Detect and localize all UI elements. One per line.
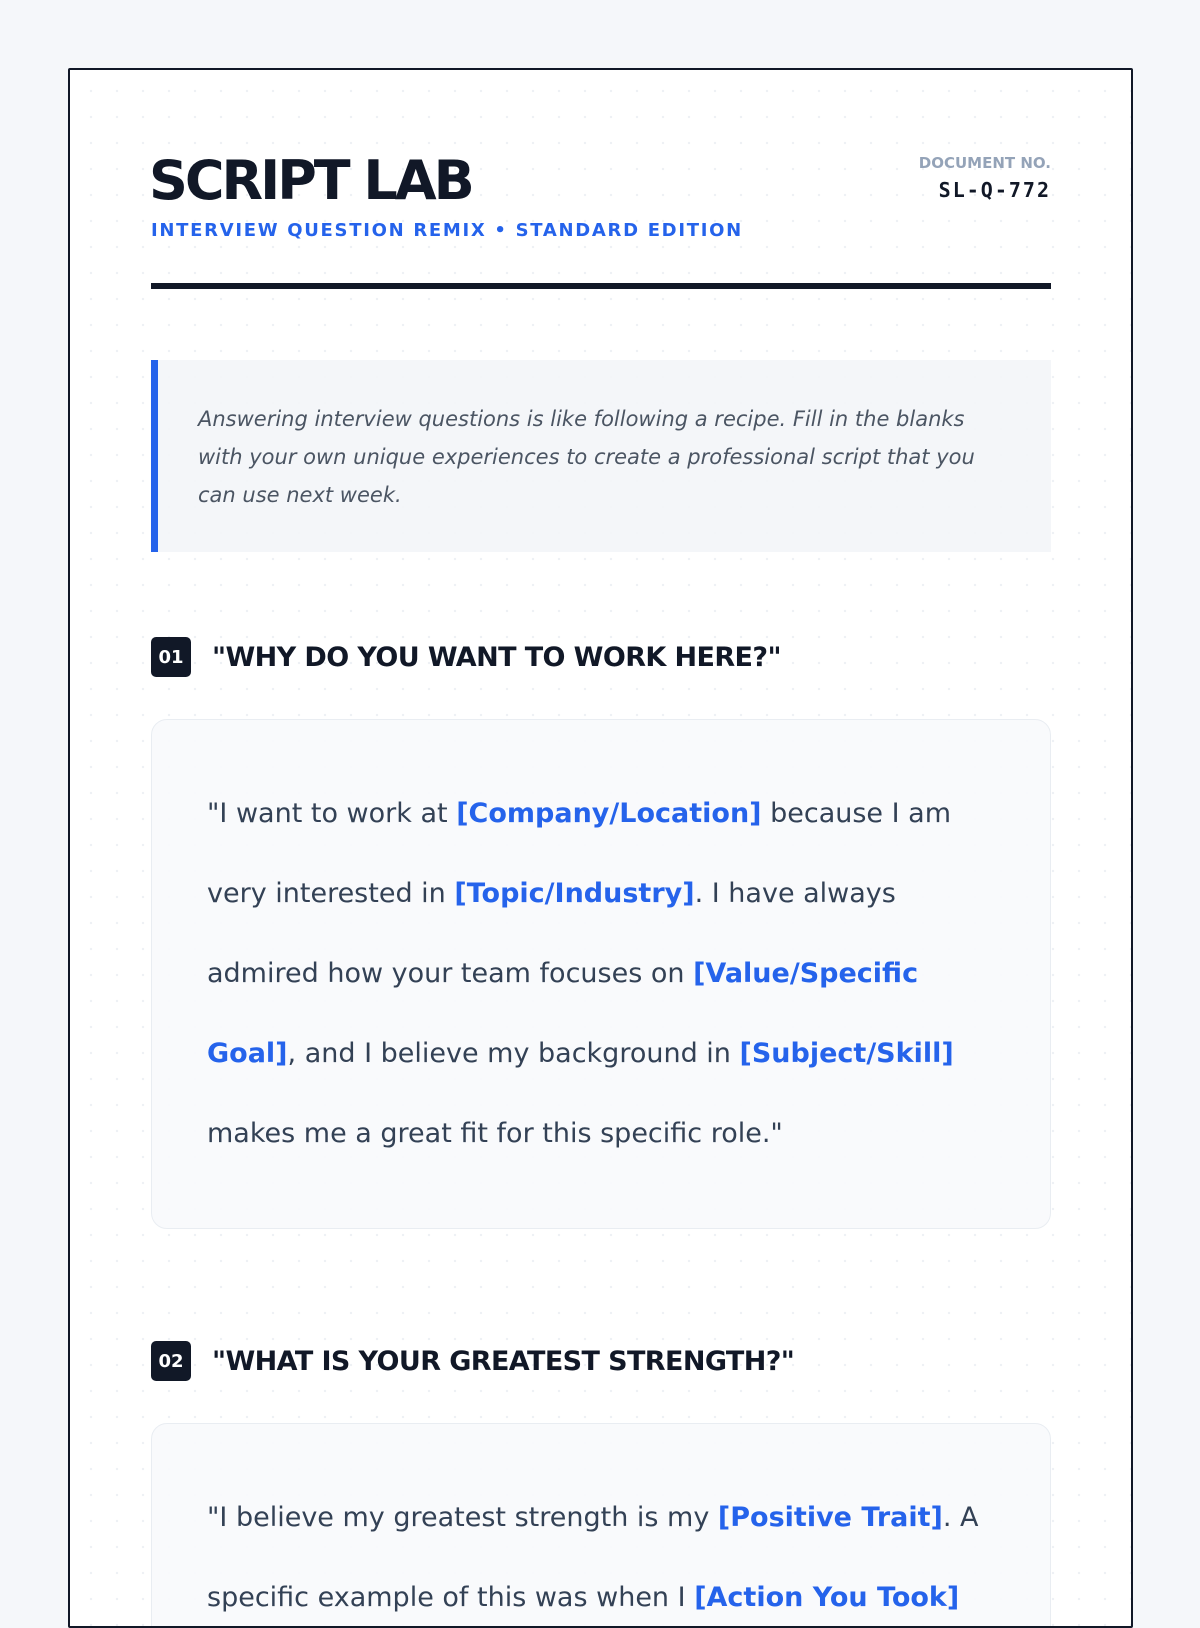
script-segment: because I am very interested in [207, 798, 952, 909]
fill-in-blank: [Topic/Industry] [454, 878, 695, 909]
question-number-badge: 01 [151, 637, 191, 677]
question-heading-02 [151, 1341, 794, 1381]
fill-in-blank: [Subject/Skill] [739, 1038, 954, 1069]
header-divider [151, 283, 1051, 289]
script-text [207, 1478, 1000, 1628]
script-segment: "I believe my greatest strength is my [207, 1502, 718, 1533]
fill-in-blank: [Value/Specific Goal] [207, 958, 919, 1069]
fill-in-blank: [Positive Trait] [717, 1502, 943, 1533]
script-card-01 [151, 719, 1051, 1229]
document-sheet [68, 68, 1133, 1628]
intro-callout [151, 360, 1051, 552]
question-title: "WHY DO YOU WANT TO WORK HERE?" [212, 641, 781, 673]
question-title: "WHAT IS YOUR GREATEST STRENGTH?" [212, 1345, 795, 1377]
fill-in-blank: [Company/Location] [456, 798, 762, 829]
page-subtitle: INTERVIEW QUESTION REMIX • STANDARD EDITION [151, 220, 743, 241]
script-segment: . I have always admired how your team focuses on [207, 878, 896, 989]
fill-in-blank: [Action You Took] [694, 1582, 960, 1613]
script-segment: makes me a great fit for this specific role." [207, 1118, 783, 1149]
intro-text: Answering interview questions is like following a recipe. Fill in the blanks with your own unique experiences to create a professional script that you can use next week. [198, 407, 975, 507]
question-heading-01 [151, 637, 781, 677]
script-segment: . A specific example of this was when I [207, 1502, 979, 1613]
script-segment: "I want to work at [207, 798, 457, 829]
script-card-02 [151, 1423, 1051, 1628]
document-number-block [919, 154, 1051, 202]
document-number-label: DOCUMENT NO. [918, 154, 1051, 172]
script-segment: , and I believe my background in [287, 1038, 740, 1069]
document-header [151, 70, 1051, 290]
script-text [207, 774, 1000, 1174]
page-title: SCRIPT LAB [149, 149, 472, 212]
document-content [149, 70, 1051, 1613]
question-number-badge: 02 [151, 1341, 191, 1381]
document-number: SL-Q-772 [938, 178, 1051, 202]
